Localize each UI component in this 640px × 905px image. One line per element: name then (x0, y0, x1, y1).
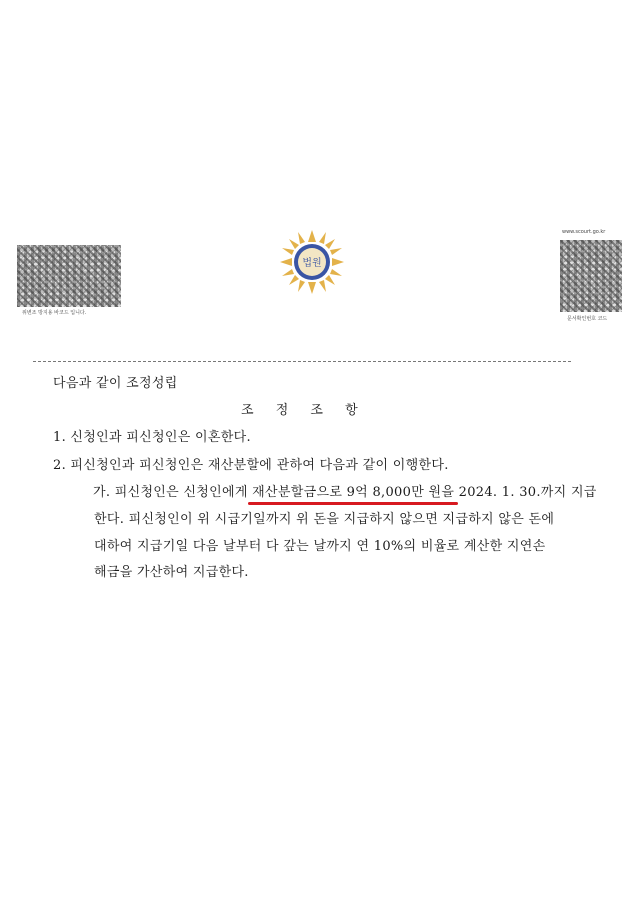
red-underline (248, 502, 458, 505)
section-divider (33, 361, 571, 362)
clause-2a-line-2: 한다. 피신청인이 위 시급기일까지 위 돈을 지급하지 않으면 지급하지 않은 돈에 (94, 512, 555, 527)
highlighted-amount-text: 재산분할금으로 9억 8,000만 원을 (252, 485, 455, 500)
clause-2: 2. 피신청인과 피신청인은 재산분할에 관하여 다음과 같이 이행한다. (53, 458, 449, 473)
court-url: www.scourt.go.kr (562, 229, 606, 235)
clause-2a-line-3: 대하여 지급기일 다음 날부터 다 갚는 날까지 연 10%의 비율로 계산한 지연손 (94, 539, 546, 554)
clause-1: 1. 신청인과 피신청인은 이혼한다. (53, 430, 251, 445)
highlighted-amount (252, 485, 454, 500)
clause-2a-suffix: 2024. 1. 30.까지 지급 (454, 485, 597, 500)
right-qr-code (560, 240, 622, 312)
section-title: 조 정 조 항 (241, 403, 367, 418)
left-qr-caption: 위변조 방지용 바코드 입니다. (22, 310, 87, 316)
intro-text: 다음과 같이 조정성립 (53, 376, 178, 391)
clause-2a-line-4: 해금을 가산하여 지급한다. (94, 565, 249, 580)
clause-2a-prefix: 가. 피신청인은 신청인에게 (93, 485, 253, 500)
court-seal-emblem (278, 228, 346, 296)
seal-text: 법원 (302, 258, 322, 269)
clause-2a-line-1 (93, 481, 597, 500)
left-qr-code (17, 245, 121, 307)
right-qr-caption: 문서확인번호 코드 (567, 316, 608, 322)
